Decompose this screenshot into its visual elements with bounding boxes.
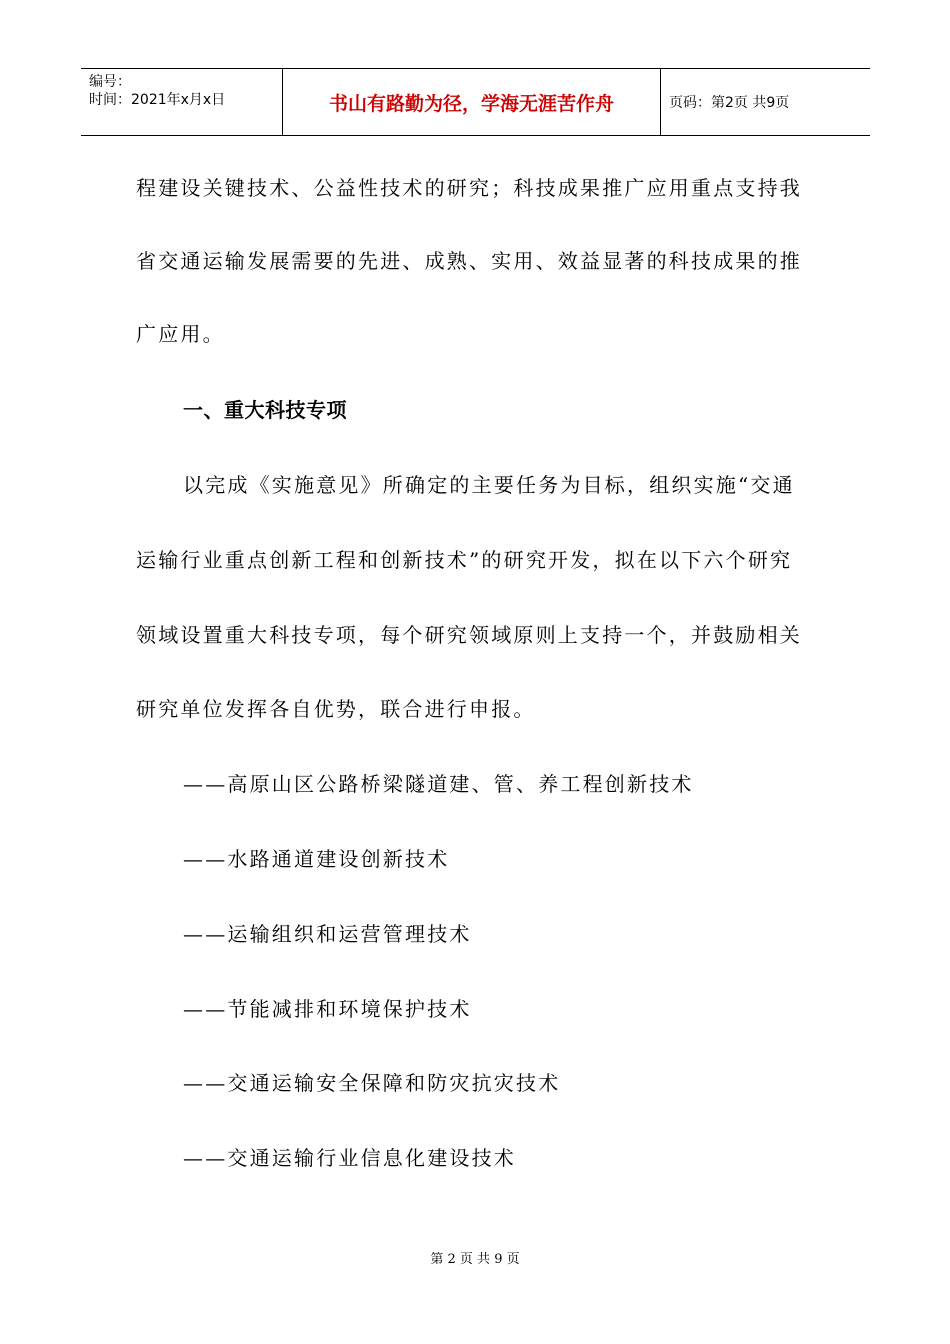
document-number-label: 编号： <box>89 74 131 90</box>
list-item: ——水路通道建设创新技术 <box>183 847 450 871</box>
paragraph-line: 领域设置重大科技专项，每个研究领域原则上支持一个，并鼓励相关 <box>136 623 802 647</box>
page-header <box>81 68 870 136</box>
list-item: ——高原山区公路桥梁隧道建、管、养工程创新技术 <box>183 772 694 796</box>
paragraph-line: 省交通运输发展需要的先进、成熟、实用、效益显著的科技成果的推 <box>136 249 802 273</box>
list-item: ——交通运输行业信息化建设技术 <box>183 1146 516 1170</box>
list-item: ——节能减排和环境保护技术 <box>183 997 472 1021</box>
paragraph-line: 广应用。 <box>136 322 225 346</box>
paragraph-line: 以完成《实施意见》所确定的主要任务为目标，组织实施“交通 <box>183 473 795 497</box>
page-footer: 第 2 页 共 9 页 <box>430 1252 520 1267</box>
header-page-info: 页码：第2页 共9页 <box>669 95 790 111</box>
document-time-label: 时间：2021年x月x日 <box>89 92 226 108</box>
header-motto: 书山有路勤为径，学海无涯苦作舟 <box>283 69 661 135</box>
paragraph-line: 研究单位发挥各自优势，联合进行申报。 <box>136 697 536 721</box>
section-heading: 一、重大科技专项 <box>183 398 347 422</box>
list-item: ——运输组织和运营管理技术 <box>183 922 472 946</box>
paragraph-line: 运输行业重点创新工程和创新技术”的研究开发，拟在以下六个研究 <box>136 548 793 572</box>
paragraph-line: 程建设关键技术、公益性技术的研究；科技成果推广应用重点支持我 <box>136 176 802 200</box>
header-meta-cell <box>81 69 283 135</box>
list-item: ——交通运输安全保障和防灾抗灾技术 <box>183 1071 561 1095</box>
